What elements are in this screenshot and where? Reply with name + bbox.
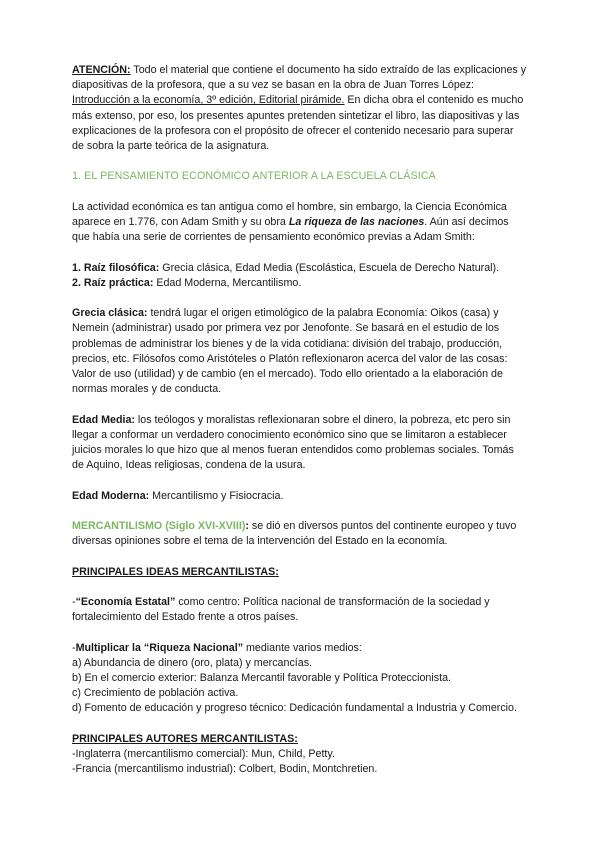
author-item-england: -Inglaterra (mercantilismo comercial): Mun, Child, Petty. (72, 747, 335, 760)
idea-label-1: “Economía Estatal” (75, 595, 176, 608)
idea-label-2: Multiplicar la “Riqueza Nacional” (75, 641, 244, 654)
idea-item-2 (72, 641, 528, 656)
means-item-c: c) Crecimiento de población activa. (72, 687, 239, 700)
idea-text-1: como centro: Política nacional de transformación de la sociedad y fortalecimiento del Estado frente a otros países. (72, 595, 490, 624)
root-label-2: 2. Raíz práctica: (72, 276, 154, 289)
paragraph-origin (72, 200, 528, 246)
means-item-a: a) Abundancia de dinero (oro, plata) y mercancías. (72, 656, 313, 669)
media-text: los teólogos y moralistas reflexionaran sobre el dinero, la pobreza, etc pero sin llegar a conformar un verdadero conocimiento económico sino que se limitaron a establecer juicios morales lo que hizo que al menos fueran entendidos como problemas sociales. Tomás de Aquino, Ideas religiosas, condena de la usura. (72, 413, 514, 472)
root-text-2: Edad Moderna, Mercantilismo. (153, 276, 302, 289)
paragraph-edad-moderna (72, 489, 528, 504)
attention-label: ATENCIÓN: (72, 64, 131, 76)
means-item-b: b) En el comercio exterior: Balanza Mercantil favorable y Política Proteccionista. (72, 671, 451, 684)
root-text-1: Grecia clásica, Edad Media (Escolástica, Escuela de Derecho Natural). (159, 261, 500, 274)
grecia-label: Grecia clásica: (72, 307, 148, 320)
ideas-title: PRINCIPALES IDEAS MERCANTILISTAS: (72, 565, 279, 578)
grecia-text: tendrá lugar el origen etimológico de la palabra Economía: Oikos (casa) y Nemein (administrar) usado por primera vez por Jenofonte. Se basará en el estudio de los problemas de administrar los bienes y de la vida cotidiana: división del trabajo, producción, precios, etc. Filósofos como Aristóteles o Platón reflexionaron acerca del valor de las cosas: Valor de uso (utilidad) y de cambio (en el mercado). Todo ello orientado a la elaboración de normas morales y de conducta. (72, 307, 508, 396)
moderna-label: Edad Moderna: (72, 489, 150, 502)
idea-dash-1: - (72, 595, 76, 608)
paragraph-grecia (72, 306, 528, 397)
origin-text-1: La actividad económica es tan antigua como el hombre, sin embargo, la Ciencia Económica aparece en 1.776, con Adam Smith y su obra (72, 200, 507, 228)
root-item-1 (72, 261, 528, 276)
work-title: La riqueza de las naciones (288, 216, 425, 228)
mercantilismo-label: MERCANTILISMO (Siglo XVI-XVIII) (72, 519, 246, 532)
mercantilismo-colon: : (245, 519, 249, 532)
intro-text-1: Todo el material que contiene el documento ha sido extraído de las explicaciones y diapositivas de la profesora, que a su vez se basan en la obra de Juan Torres López: (72, 64, 527, 92)
paragraph-edad-media (72, 413, 528, 474)
root-item-2 (72, 276, 528, 291)
section-heading-1: 1. EL PENSAMIENTO ECONÓMICO ANTERIOR A LA ESCUELA CLÁSICA (72, 170, 436, 183)
mercantilismo-text: se dió en diversos puntos del continente europeo y tuvo diversas opiniones sobre el tema de la intervención del Estado en la economía. (72, 519, 517, 548)
moderna-text: Mercantilismo y Fisiocracia. (149, 489, 284, 502)
idea-dash-2: - (72, 641, 76, 654)
idea-item-1 (72, 595, 528, 625)
paragraph-mercantilismo (72, 519, 528, 549)
root-label-1: 1. Raíz filosófica: (72, 261, 160, 274)
intro-book-title: Introducción a la economía, 3º edición, Editorial pirámide. (72, 94, 345, 107)
author-item-france: -Francia (mercantilismo industrial): Colbert, Bodin, Montchretien. (72, 763, 378, 776)
document-page (72, 63, 528, 777)
idea-text-2: mediante varios medios: (243, 641, 362, 654)
media-label: Edad Media: (72, 413, 135, 426)
means-item-d: d) Fomento de educación y progreso técnico: Dedicación fundamental a Industria y Comercio. (72, 702, 517, 715)
authors-title: PRINCIPALES AUTORES MERCANTILISTAS: (72, 732, 298, 745)
intro-text-2: En dicha obra el contenido es mucho más extenso, por eso, los presentes apuntes pretenden sintetizar el libro, las diapositivas y las explicaciones de la profesora con el propósito de ofrecer el contenido necesario para superar de sobra la parte teórica de la asignatura. (72, 94, 524, 153)
origin-text-2: . Aún así decimos que había una serie de corrientes de pensamiento económico previas a Adam Smith: (72, 216, 509, 244)
intro-paragraph (72, 63, 528, 154)
